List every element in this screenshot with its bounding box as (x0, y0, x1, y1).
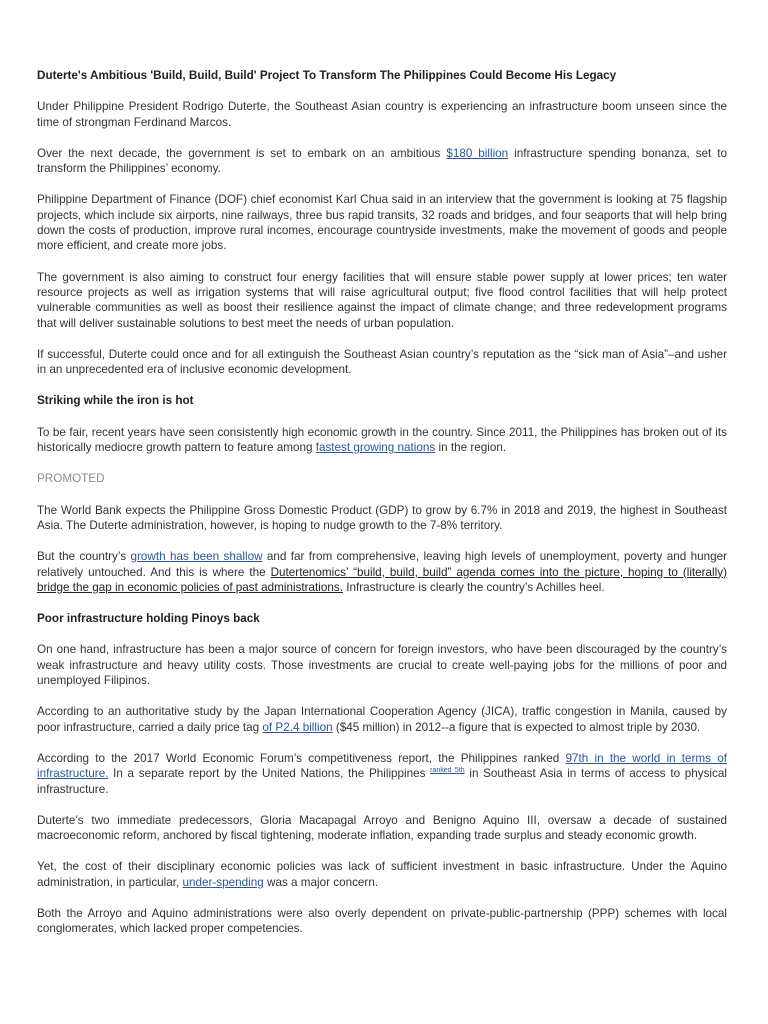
paragraph-jica-study (37, 704, 727, 735)
superscript (430, 767, 465, 774)
paragraph-competitiveness-report (37, 751, 727, 797)
paragraph-text: in the region. (435, 441, 507, 455)
paragraph-text: According to the 2017 World Economic Forum’s competitiveness report, the Philippines ranked (37, 751, 566, 765)
link-ranked-5th[interactable]: ranked 5th (430, 767, 465, 775)
paragraph-shallow-growth (37, 549, 727, 595)
paragraph-predecessors: Duterte’s two immediate predecessors, Gloria Macapagal Arroyo and Benigno Aquino III, oversaw a decade of sustained macroeconomic reform, anchored by fiscal tightening, moderate inflation, expanding trade surplus and steady economic growth. (37, 813, 727, 843)
paragraph-energy-facilities: The government is also aiming to construct four energy facilities that will ensure stable power supply at lower prices; ten water resource projects as well as irrigation systems that will raise agricultural output; five flood control facilities that will help protect vulnerable communities as well as boost their resilience against the impact of climate change; and three redevelopment programs that will deliver sustainable solutions to best meet the needs of urban population. (37, 270, 727, 330)
paragraph-foreign-investors: On one hand, infrastructure has been a major source of concern for foreign investors, who have been discouraged by the country’s weak infrastructure and heavy utility costs. Those investments are crucial to create well-paying jobs for the millions of poor and unemployed Filipinos. (37, 643, 727, 688)
paragraph-world-bank: The World Bank expects the Philippine Gross Domestic Product (GDP) to grow by 6.7% in 2018 and 2019, the highest in Southeast Asia. The Duterte administration, however, is hoping to nudge growth to the 7-8% territory. (37, 503, 727, 532)
paragraph-text: ($45 million) in 2012--a figure that is expected to almost triple by 2030. (332, 720, 701, 734)
paragraph-intro: Under Philippine President Rodrigo Duterte, the Southeast Asian country is experiencing an infrastructure boom unseen since the time of strongman Ferdinand Marcos. (37, 100, 727, 129)
paragraph-text: infrastructure spending bonanza, set to transform the Philippines’ economy. (37, 146, 727, 176)
paragraph-text: But the country’s (37, 550, 131, 564)
paragraph-growth (37, 425, 727, 456)
paragraph-text: Infrastructure is clearly the country’s Achilles heel. (343, 580, 605, 594)
link-dutertenomics-agenda[interactable]: Dutertenomics’ “build, build, build” agenda comes into the picture, hoping to (literally) bridge the gap in economic policies of past administrations. (37, 565, 727, 594)
paragraph-text: Over the next decade, the government is set to embark on an ambitious (37, 146, 447, 160)
link-97th-in-the-world[interactable]: 97th in the world in terms of infrastructure. (37, 751, 727, 781)
section-heading-poor-infrastructure: Poor infrastructure holding Pinoys back (37, 612, 260, 626)
paragraph-text: According to an authoritative study by the Japan International Cooperation Agency (JICA), traffic congestion in Manila, caused by poor infrastructure, carried a daily price tag (37, 705, 727, 734)
link-180-billion[interactable]: $180 billion (446, 146, 509, 160)
article-body (37, 68, 727, 953)
paragraph-under-spending (37, 859, 727, 890)
paragraph-text: was a major concern. (263, 875, 379, 889)
link-growth-has-been-shallow[interactable]: growth has been shallow (130, 550, 263, 564)
paragraph-text: in Southeast Asia in terms of access to physical infrastructure. (37, 767, 727, 796)
paragraph-text: To be fair, recent years have seen consistently high economic growth in the country. Since 2011, the Philippines has broken out of its historically mediocre growth pattern to feature among (37, 425, 727, 455)
link-p2-4-billion[interactable]: of P2.4 billion (262, 720, 333, 734)
paragraph-flagship-projects: Philippine Department of Finance (DOF) chief economist Karl Chua said in an interview that the government is looking at 75 flagship projects, which include six airports, nine railways, three bus rapid transits, 32 roads and bridges, and four seaports that will help bring down the costs of production, improve rural incomes, encourage countryside investments, make the movement of goods and people more efficient, and create more jobs. (37, 193, 727, 253)
article-title: Duterte's Ambitious 'Build, Build, Build' Project To Transform The Philippines Could Become His Legacy (37, 69, 617, 82)
paragraph-ppp-schemes: Both the Arroyo and Aquino administrations were also overly dependent on private-public-partnership (PPP) schemes with local conglomerates, which lacked proper competencies. (37, 906, 727, 936)
paragraph-text: Yet, the cost of their disciplinary economic policies was lack of sufficient investment in basic infrastructure. Under the Aquino administration, in particular, (37, 860, 727, 889)
link-fastest-growing-nations[interactable]: fastest growing nations (315, 441, 436, 455)
paragraph-spending (37, 146, 727, 177)
paragraph-text: In a separate report by the United Nations, the Philippines (108, 767, 431, 781)
link-under-spending[interactable]: under-spending (182, 875, 264, 889)
section-heading-striking: Striking while the iron is hot (37, 394, 194, 408)
paragraph-text: and far from comprehensive, leaving high levels of unemployment, poverty and hunger relatively untouched. And this is where the (37, 550, 727, 579)
promoted-label: PROMOTED (37, 472, 105, 486)
paragraph-sick-man-of-asia: If successful, Duterte could once and for all extinguish the Southeast Asian country’s reputation as the “sick man of Asia”–and usher in an unprecedented era of inclusive economic development. (37, 347, 727, 377)
